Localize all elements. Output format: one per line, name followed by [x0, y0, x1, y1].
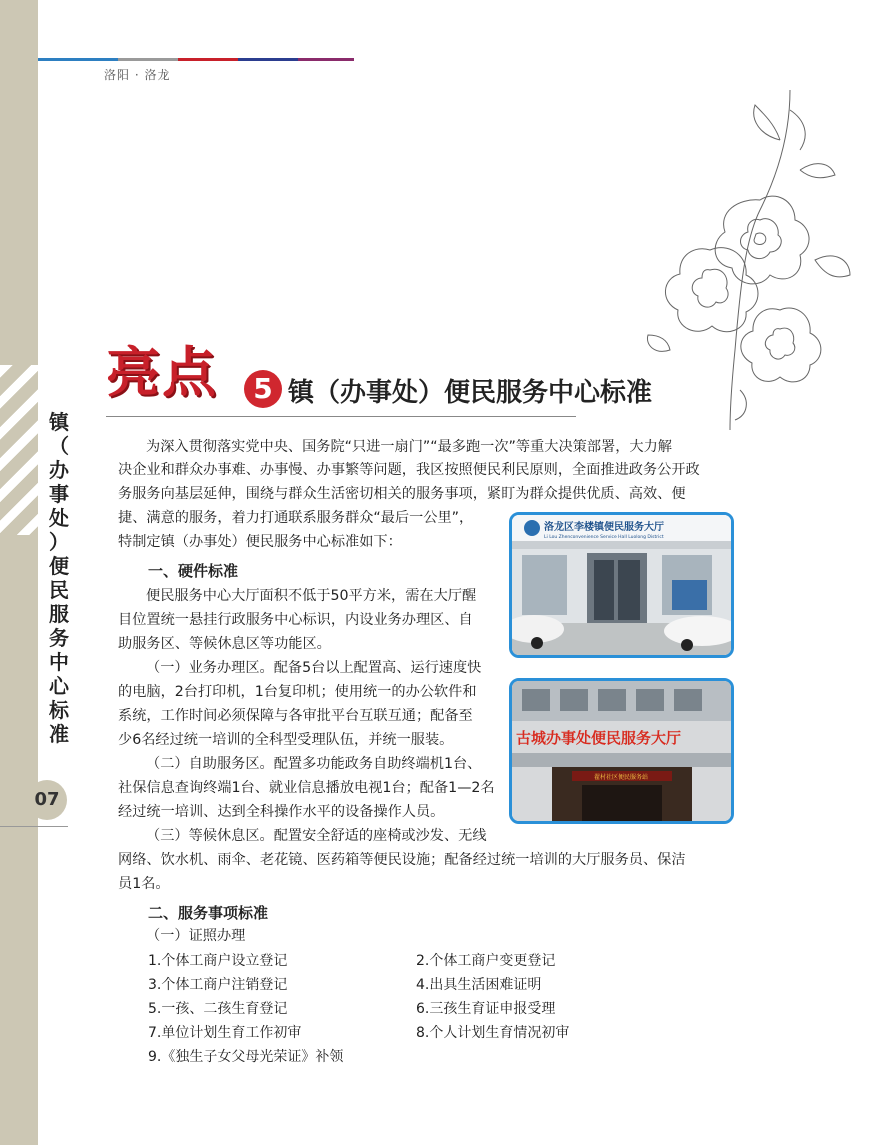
side-title-char: 民: [49, 578, 69, 602]
photo-2-illustration: [512, 681, 731, 821]
photo-2-door-sign: 翟村社区便民服务站: [594, 774, 649, 781]
highlight-number-badge: 5: [244, 370, 282, 408]
service-item: 3.个体工商户注销登记: [148, 977, 288, 993]
side-title-char: 办: [49, 458, 69, 482]
intro-line-2: 决企业和群众办事难、办事慢、办事繁等问题，我区按照便民利民原则，全面推进政务公开政: [118, 462, 700, 478]
section-1-line: 员1名。: [118, 876, 170, 892]
side-vertical-title: [46, 410, 72, 746]
section-1-line: 网络、饮水机、雨伞、老花镜、医药箱等便民设施；配备经过统一培训的大厅服务员、保洁: [118, 852, 686, 868]
intro-line-1: 为深入贯彻落实党中央、国务院“只进一扇门”“最多跑一次”等重大决策部署，大力解: [146, 439, 672, 455]
top-line-red: [178, 58, 238, 61]
diagonal-stripes: [0, 365, 38, 535]
section-2-heading: 二、服务事项标准: [148, 904, 269, 922]
intro-line-4: 捷、满意的服务，着力打通联系服务群众“最后一公里”，: [118, 510, 474, 526]
side-title-char: 务: [49, 626, 69, 650]
side-title-char: 便: [49, 554, 69, 578]
page-number: 07: [27, 780, 67, 820]
section-1-line: 经过统一培训、达到全科操作水平的设备操作人员。: [118, 804, 445, 820]
top-line-purple: [298, 58, 354, 61]
section-1-line: 少6名经过统一培训的全科型受理队伍，并统一服装。: [118, 732, 454, 748]
highlight-label: 亮点: [106, 341, 218, 404]
section-2-subheading: （一）证照办理: [146, 928, 246, 944]
side-title-char: ）: [49, 530, 69, 554]
service-item: 2.个体工商户变更登记: [416, 953, 556, 969]
side-title-char: （: [49, 434, 69, 458]
side-title-char: 事: [49, 482, 69, 506]
photo-1-sign-english: Li Lou Zhenconvenience Service Hall Luolong District: [544, 535, 664, 540]
section-1-line: 社保信息查询终端1台、就业信息播放电视1台；配备1—2名: [118, 780, 495, 796]
section-1-heading: 一、硬件标准: [148, 562, 239, 580]
service-item: 5.一孩、二孩生育登记: [148, 1001, 288, 1017]
top-line-navy: [238, 58, 298, 61]
service-item: 4.出具生活困难证明: [416, 977, 542, 993]
service-item: 6.三孩生育证申报受理: [416, 1001, 556, 1017]
photo-1-sign-text: 洛龙区李楼镇便民服务大厅: [544, 522, 664, 533]
section-1-line: （二）自助服务区。配置多功能政务自助终端机1台、: [146, 756, 482, 772]
service-item: 9.《独生子女父母光荣证》补领: [148, 1049, 344, 1065]
photo-1-illustration: [512, 515, 731, 655]
section-1-line: （三）等候休息区。配置安全舒适的座椅或沙发、无线: [146, 828, 487, 844]
side-title-char: 准: [49, 722, 69, 746]
intro-line-5: 特制定镇（办事处）便民服务中心标准如下：: [118, 534, 402, 550]
side-title-char: 镇: [49, 410, 69, 434]
top-line-gray: [118, 58, 178, 61]
header-location: 洛阳 · 洛龙: [104, 68, 171, 82]
side-title-char: 标: [49, 698, 69, 722]
side-title-char: 中: [49, 650, 69, 674]
peony-line-drawing: [640, 90, 855, 430]
photo-2-sign-text: 古城办事处便民服务大厅: [516, 729, 682, 747]
title-underline: [106, 416, 576, 417]
top-line-blue: [38, 58, 118, 61]
side-title-char: 心: [49, 674, 69, 698]
section-1-line: 系统，工作时间必须保障与各审批平台互联互通；配备至: [118, 708, 473, 724]
photo-gucheng-service-hall: [509, 678, 734, 824]
section-1-line: 助服务区、等候休息区等功能区。: [118, 636, 331, 652]
page-number-divider: [0, 826, 68, 827]
service-item: 1.个体工商户设立登记: [148, 953, 288, 969]
highlight-subtitle: 镇（办事处）便民服务中心标准: [288, 378, 653, 408]
photo-lilou-service-hall: [509, 512, 734, 658]
section-1-line: 便民服务中心大厅面积不低于50平方米，需在大厅醒: [146, 588, 477, 604]
side-title-char: 处: [49, 506, 69, 530]
section-1-line: （一）业务办理区。配备5台以上配置高、运行速度快: [146, 660, 482, 676]
intro-line-3: 务服务向基层延伸，围绕与群众生活密切相关的服务事项，紧盯为群众提供优质、高效、便: [118, 486, 686, 502]
service-item: 8.个人计划生育情况初审: [416, 1025, 570, 1041]
section-1-line: 目位置统一悬挂行政服务中心标识，内设业务办理区、自: [118, 612, 473, 628]
service-item: 7.单位计划生育工作初审: [148, 1025, 302, 1041]
side-strip: [0, 0, 38, 1145]
section-1-line: 的电脑，2台打印机，1台复印机；使用统一的办公软件和: [118, 684, 477, 700]
side-title-char: 服: [49, 602, 69, 626]
